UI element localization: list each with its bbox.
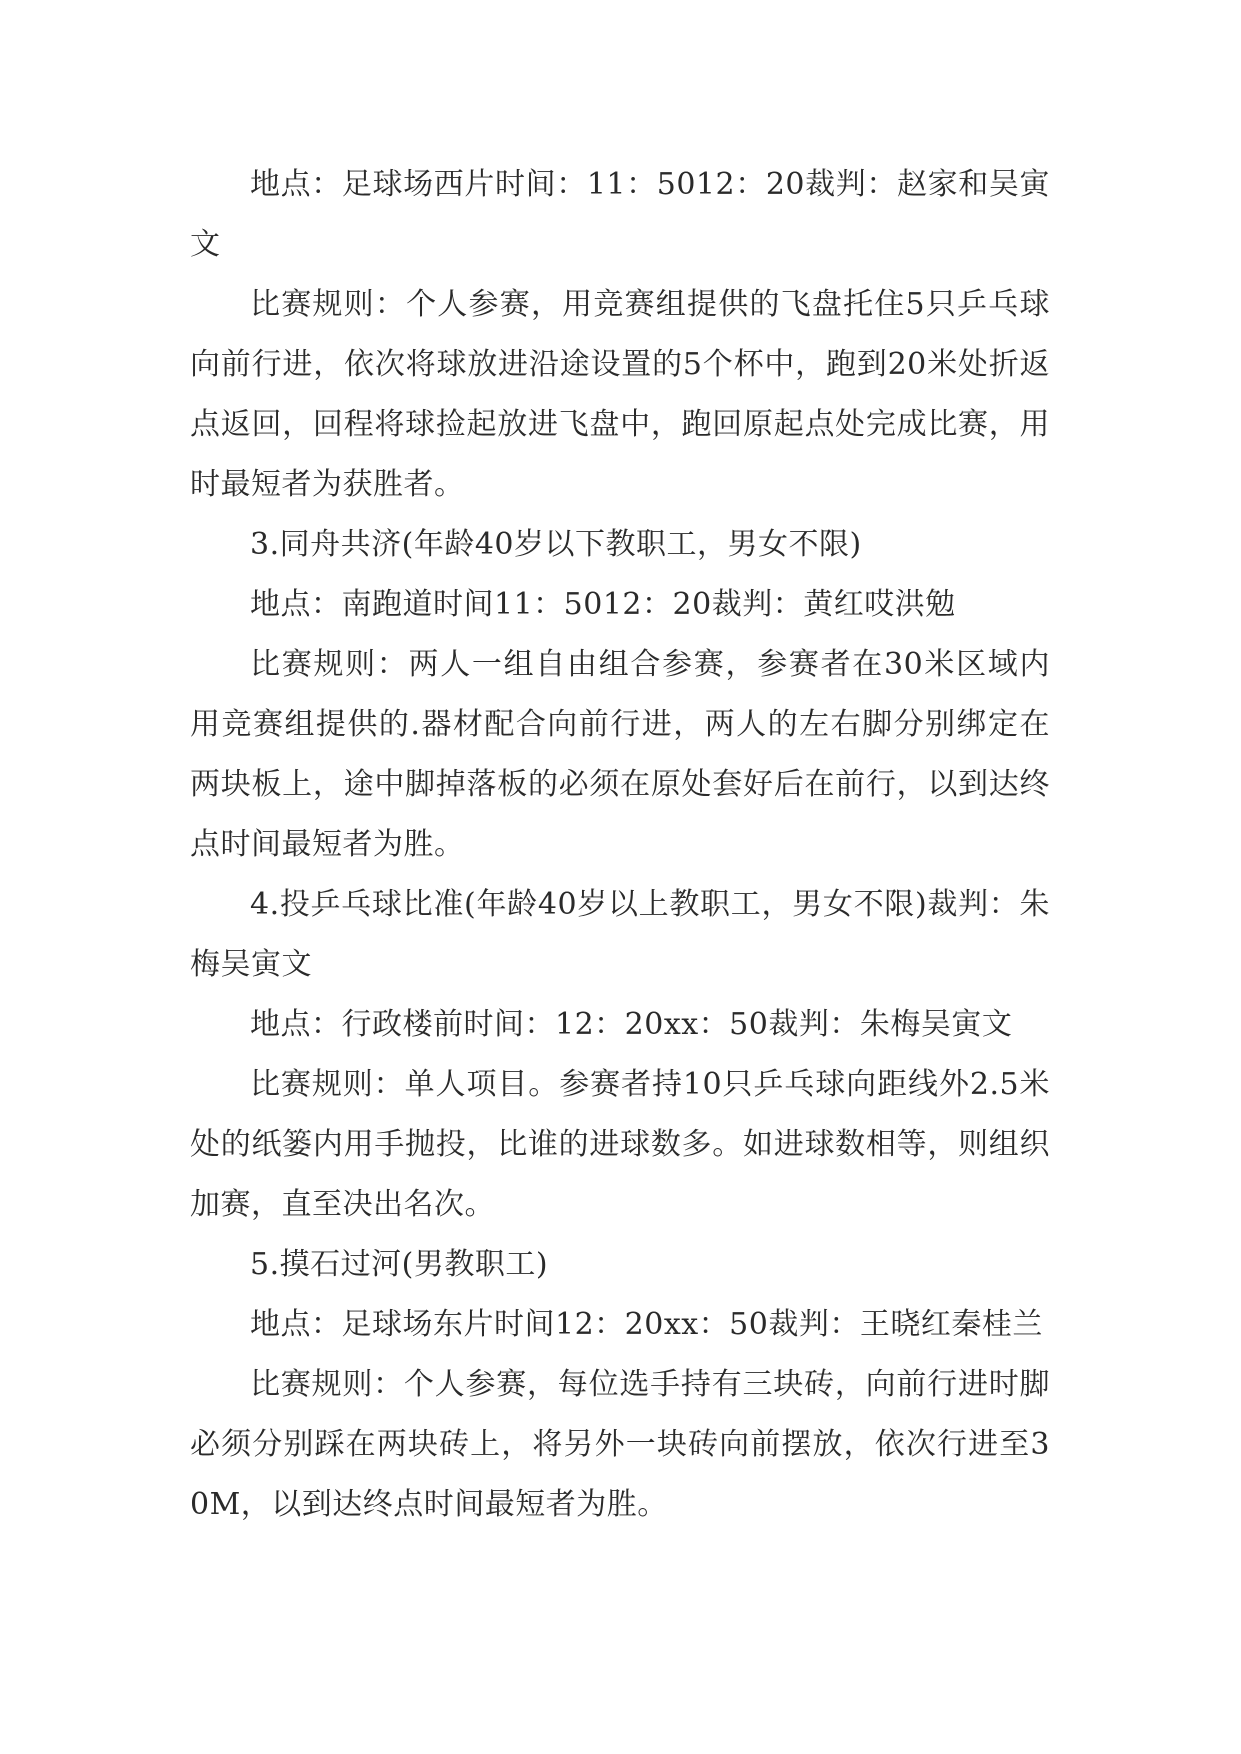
paragraph-event-5-title: 5.摸石过河(男教职工) bbox=[250, 1247, 549, 1282]
paragraph-venue-4: 地点：行政楼前时间：12：20xx：50裁判：朱梅吴寅文 bbox=[250, 1007, 1013, 1042]
paragraph-venue-1: 地点：足球场西片时间：11：5012：20裁判：赵家和吴寅文 bbox=[190, 167, 1050, 262]
paragraph-venue-3: 地点：南跑道时间11：5012：20裁判：黄红哎洪勉 bbox=[250, 587, 956, 622]
paragraph-event-3-title: 3.同舟共济(年龄40岁以下教职工，男女不限) bbox=[250, 527, 862, 562]
document-body bbox=[190, 155, 1050, 1535]
paragraph-rules-3: 比赛规则：两人一组自由组合参赛，参赛者在30米区域内用竞赛组提供的.器材配合向前行进，两人的左右脚分别绑定在两块板上，途中脚掉落板的必须在原处套好后在前行，以到达终点时间最短者为胜。 bbox=[190, 647, 1050, 862]
paragraph-event-4-title: 4.投乒乓球比准(年龄40岁以上教职工，男女不限)裁判：朱梅吴寅文 bbox=[190, 887, 1050, 982]
paragraph-venue-5: 地点：足球场东片时间12：20xx：50裁判：王晓红秦桂兰 bbox=[250, 1307, 1043, 1342]
paragraph-rules-5: 比赛规则：个人参赛，每位选手持有三块砖，向前行进时脚必须分别踩在两块砖上，将另外一块砖向前摆放，依次行进至30M，以到达终点时间最短者为胜。 bbox=[190, 1367, 1050, 1522]
paragraph-rules-4: 比赛规则：单人项目。参赛者持10只乒乓球向距线外2.5米处的纸篓内用手抛投，比谁的进球数多。如进球数相等，则组织加赛，直至决出名次。 bbox=[190, 1067, 1050, 1222]
paragraph-rules-1: 比赛规则：个人参赛，用竞赛组提供的飞盘托住5只乒乓球向前行进，依次将球放进沿途设置的5个杯中，跑到20米处折返点返回，回程将球捡起放进飞盘中，跑回原起点处完成比赛，用时最短者为获胜者。 bbox=[190, 287, 1050, 502]
